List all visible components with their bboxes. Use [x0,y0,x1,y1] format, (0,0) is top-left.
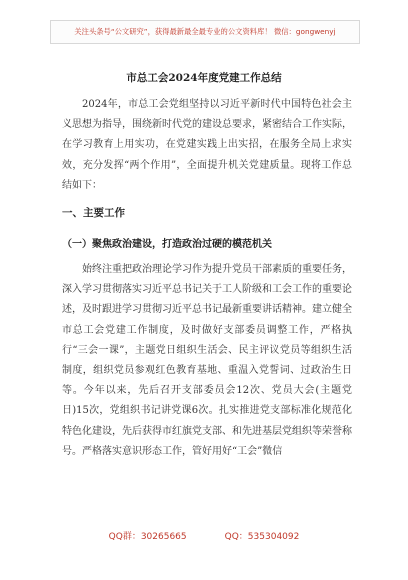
section-heading: 一、主要工作 [62,207,125,219]
footer-contact-bar [0,529,408,542]
subsection-heading: （一）聚焦政治建设，打造政治过硬的模范机关 [62,239,272,250]
intro-paragraph-text: 2024年，市总工会党组坚持以习近平新时代中国特色社会主义思想为指导，围绕新时代党的建设总要求，紧密结合工作实际，在学习教育上用实功，在党建实践上出实招，在服务全局上求实效，充分发挥“两个作用”，全面提升机关党建质量。现将工作总结如下： [62,99,352,191]
header-banner: 关注头条号“公文研究”，获得最新最全最专业的公文资料库！ 微信：gongwenyj [50,20,360,44]
body-paragraph-text: 始终注重把政治理论学习作为提升党员干部素质的重要任务，深入学习贯彻落实习近平总书记关于工人阶级和工会工作的重要论述，及时跟进学习贯彻习近平总书记最新重要讲话精神。建立健全市总工会党建工作制度，及时做好支部委员调整工作，严格执行“三会一课”，主题党日组织生活会、民主评议党员等组织生活制度，组织党员参观红色教育基地、重温入党誓词、过政治生日等。今年以来，先后召开支部委员会12次、党员大会(主题党日)15次，党组织书记讲党课6次。扎实推进党支部标准化规范化特色化建设，先后获得市红旗党支部、和先进基层党组织等荣誉称号。严格落实意识形态工作，管好用好“工会”微信 [62,264,352,457]
body-paragraph [62,260,352,462]
footer-qq-number: QQ：535304092 [224,532,300,542]
intro-paragraph [62,95,352,196]
document-title: 市总工会2024年度党建工作总结 [126,72,282,84]
footer-qq-group: QQ群：30265665 [108,532,187,542]
